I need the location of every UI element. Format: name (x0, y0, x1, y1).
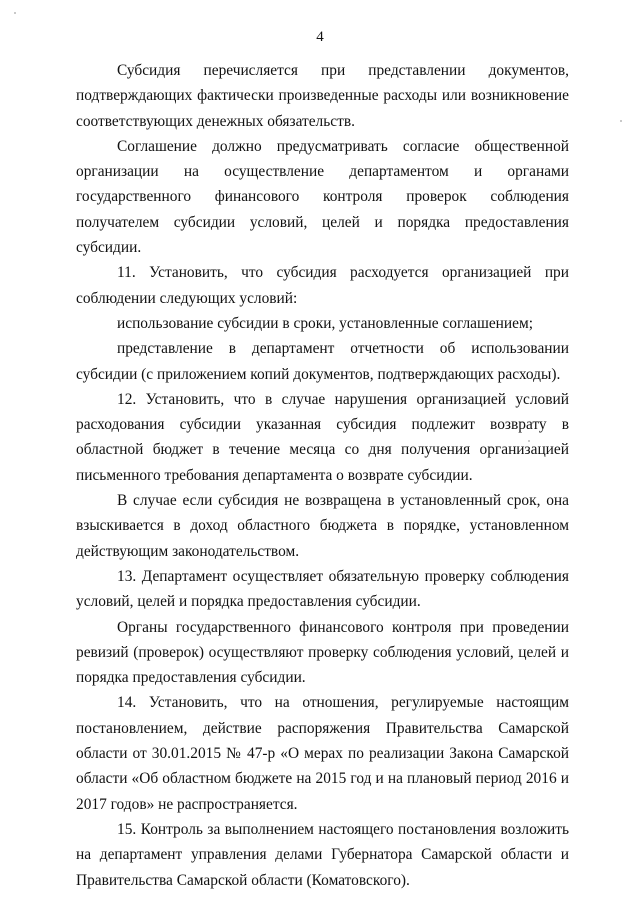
paragraph: 11. Установить, что субсидия расходуется организацией при соблюдении следующих условий: (76, 264, 569, 307)
paragraph: Органы государственного финансового контроля при проведении ревизий (проверок) осуществляют проверку соблюдения условий, целей и порядка предоставления субсидии. (76, 618, 569, 687)
scan-speck (620, 120, 622, 122)
paragraph: Соглашение должно предусматривать согласие общественной организации на осуществление департаментом и органами государственного финансового контроля проверок соблюдения получателем субсидии условий, целей и порядка предоставления субсидии. (76, 137, 569, 257)
document-body (76, 58, 569, 893)
paragraph: использование субсидии в сроки, установленные соглашением; (117, 314, 533, 332)
scan-speck (14, 12, 16, 14)
paragraph: В случае если субсидия не возвращена в установленный срок, она взыскивается в доход областного бюджета в порядке, установленном действующим законодательством. (76, 492, 569, 560)
paragraph: Субсидия перечисляется при представлении документов, подтверждающих фактически произведенные расходы или возникновение соответствующих денежных обязательств. (76, 62, 569, 130)
paragraph: 14. Установить, что на отношения, регулируемые настоящим постановлением, действие распоряжения Правительства Самарской области от 30.01.2015 № 47-р «О мерах по реализации Закона Самарской области «Об областном бюджете на 2015 год и на плановый период 2016 и 2017 годов» не распространяется. (76, 694, 569, 813)
paragraph: 12. Установить, что в случае нарушения организацией условий расходования субсидии указанная субсидия подлежит возврату в областной бюджет в течение месяца со дня получения организацией письменного требования департамента о возврате субсидии. (76, 390, 569, 484)
page-number: 4 (316, 29, 324, 45)
paragraph: 15. Контроль за выполнением настоящего постановления возложить на департамент управления делами Губернатора Самарской области и Правительства Самарской области (Коматовского). (76, 820, 569, 889)
paragraph: 13. Департамент осуществляет обязательную проверку соблюдения условий, целей и порядка предоставления субсидии. (76, 567, 569, 611)
paragraph: представление в департамент отчетности об использовании субсидии (с приложением копий документов, подтверждающих расходы). (76, 340, 569, 383)
